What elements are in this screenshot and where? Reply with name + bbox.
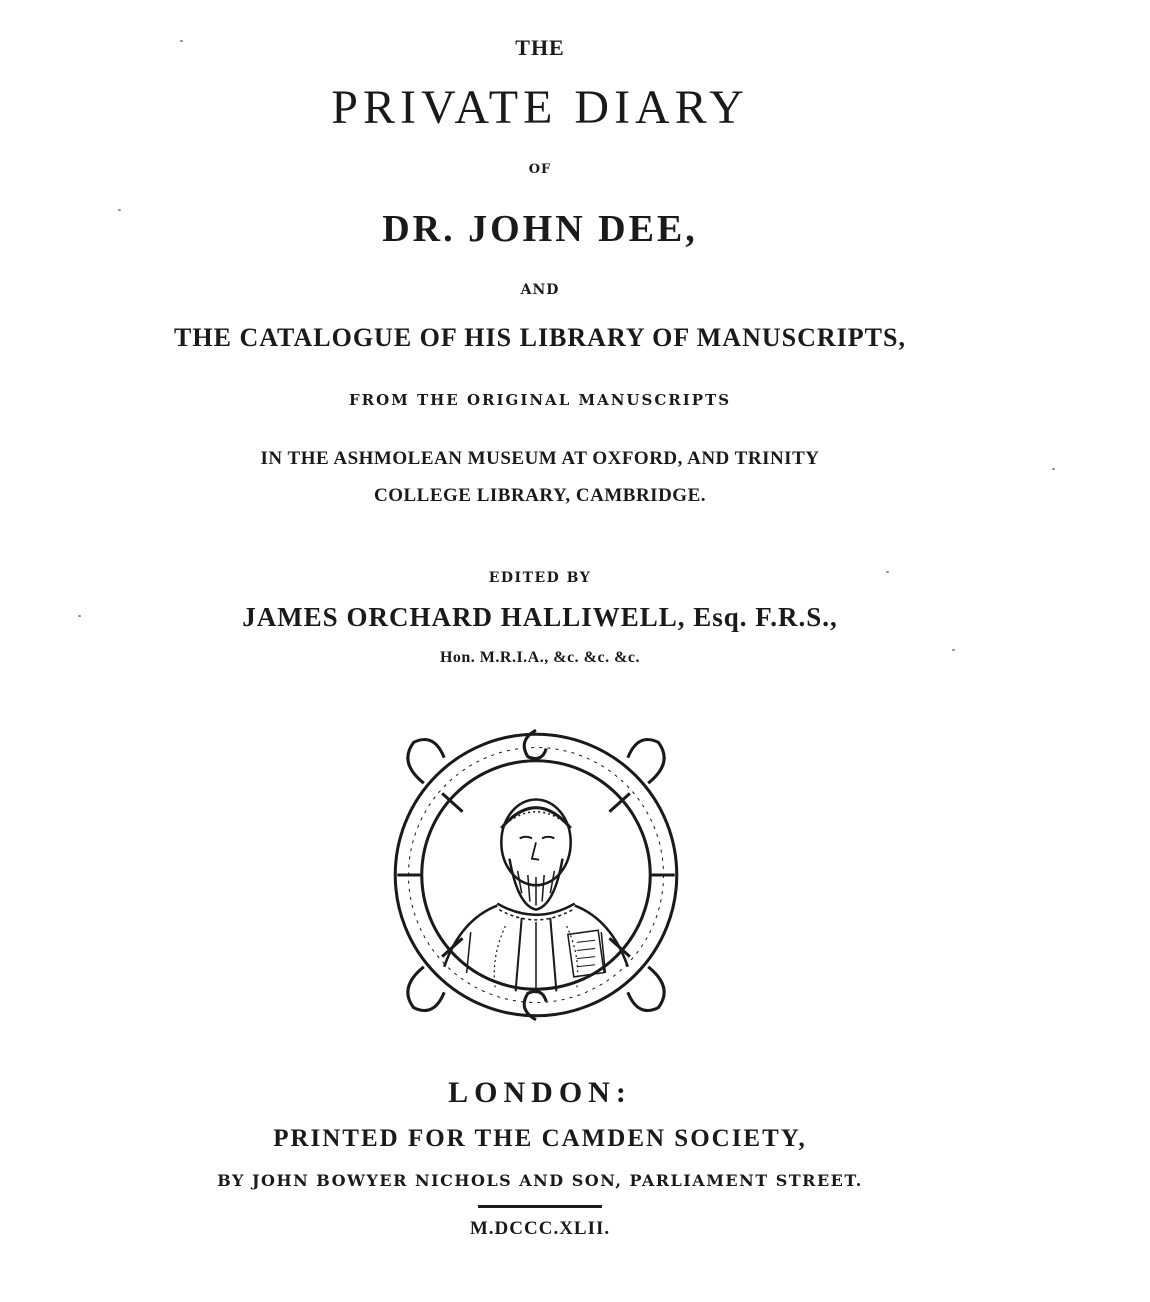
imprint-rule (478, 1205, 602, 1208)
author-name: DR. JOHN DEE, (382, 208, 698, 250)
museum-line-1: IN THE ASHMOLEAN MUSEUM AT OXFORD, AND TRINITY (260, 448, 820, 469)
camden-society-seal-icon (383, 722, 689, 1028)
title-of: OF (528, 162, 552, 177)
imprint-printer: BY JOHN BOWYER NICHOLS AND SON, PARLIAMENT STREET. (217, 1171, 863, 1190)
paper-speck (1052, 468, 1055, 470)
imprint-printed-for: PRINTED FOR THE CAMDEN SOCIETY, (273, 1125, 807, 1152)
source-line: FROM THE ORIGINAL MANUSCRIPTS (348, 391, 732, 409)
title-and: AND (520, 282, 560, 298)
museum-line-2: COLLEGE LIBRARY, CAMBRIDGE. (373, 485, 707, 506)
title-article: THE (515, 35, 565, 60)
catalogue-line: THE CATALOGUE OF HIS LIBRARY OF MANUSCRIPTS, (174, 323, 906, 352)
editor-honours: Hon. M.R.I.A., &c. &c. &c. (439, 649, 641, 666)
imprint-date: M.DCCC.XLII. (469, 1218, 611, 1239)
book-title: PRIVATE DIARY (331, 81, 749, 134)
edited-by: EDITED BY (488, 570, 592, 586)
editor-name: JAMES ORCHARD HALLIWELL, Esq. F.R.S., (242, 602, 838, 632)
imprint-city: LONDON: (448, 1076, 632, 1109)
